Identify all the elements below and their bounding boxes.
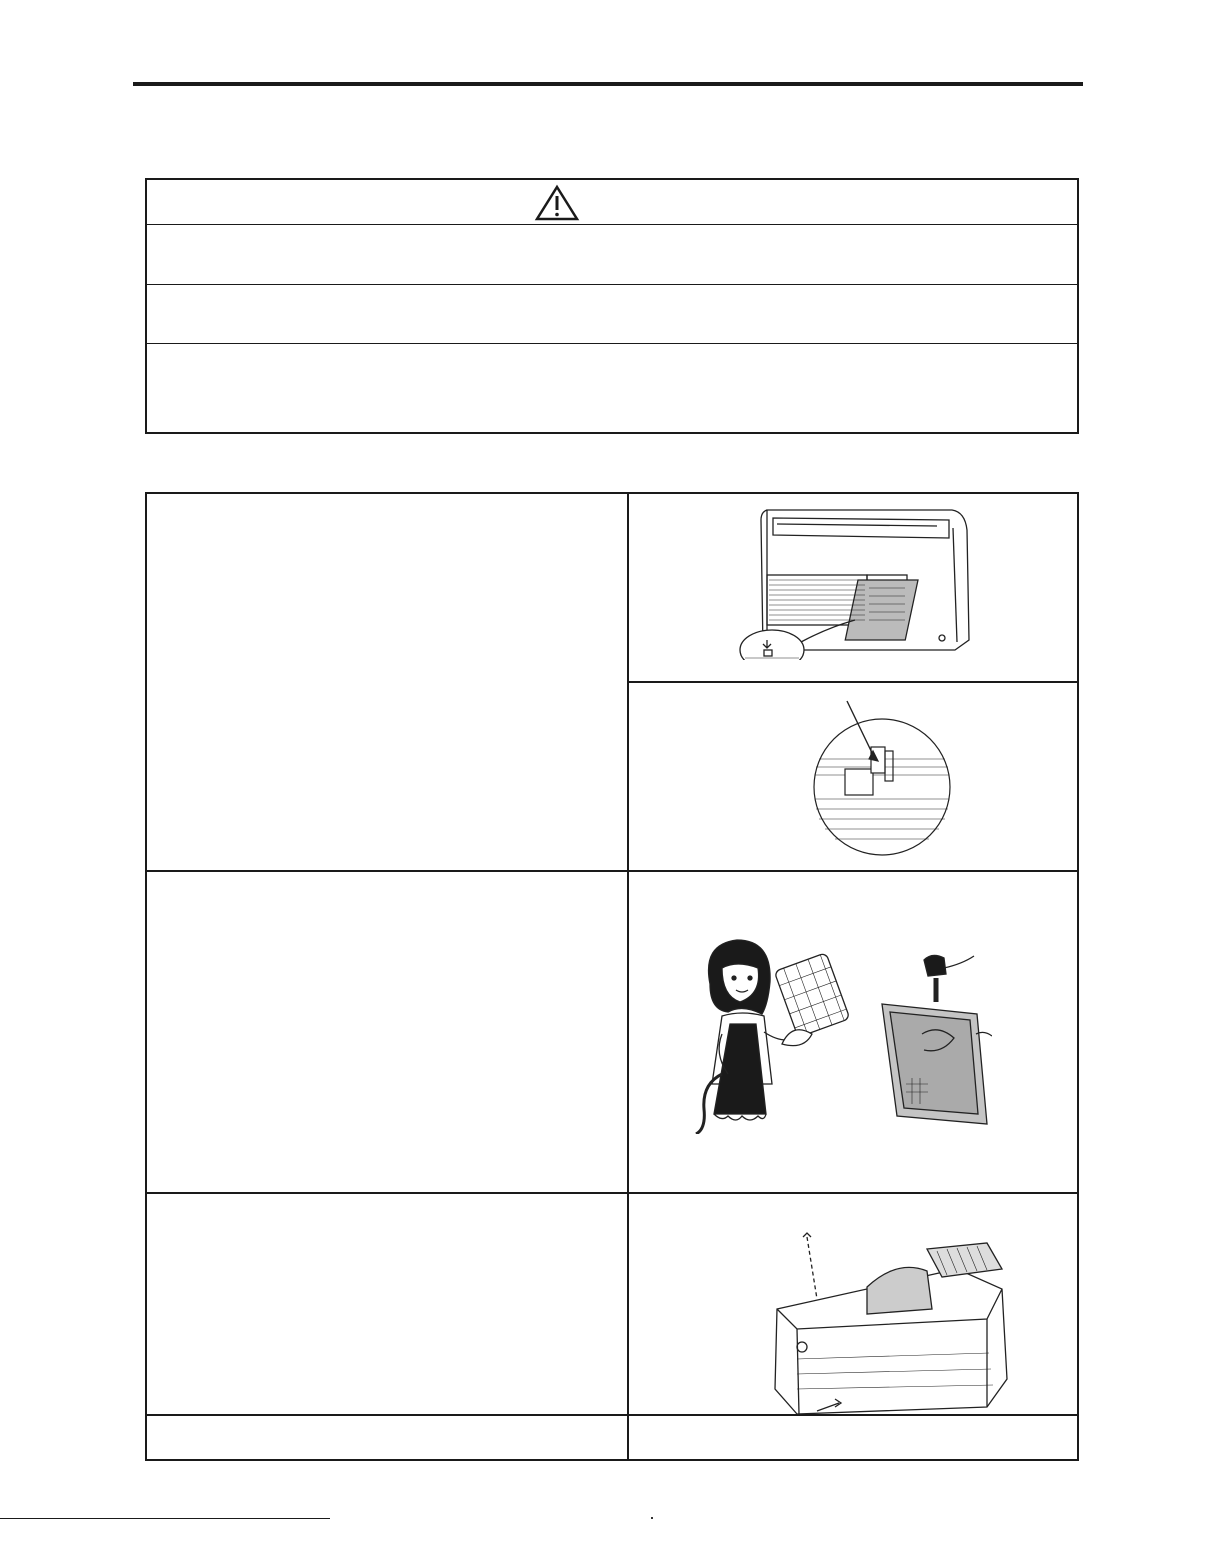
row-divider — [147, 870, 1077, 872]
warning-triangle-icon — [534, 184, 580, 222]
footer-rule — [0, 1518, 330, 1519]
warning-row-1 — [147, 224, 1077, 283]
filter-reinstall-figure — [757, 1229, 1017, 1419]
filter-cleaning-figure — [692, 934, 992, 1134]
unit-filter-removal-figure — [737, 500, 977, 660]
warning-header — [147, 180, 1077, 224]
column-divider — [627, 494, 629, 1459]
page-mark — [651, 1517, 653, 1519]
warning-box — [145, 178, 1079, 434]
warning-row-3 — [147, 343, 1077, 433]
procedure-table — [145, 492, 1079, 1461]
row-divider — [147, 1192, 1077, 1194]
row-divider — [628, 681, 1077, 683]
header-rule — [133, 82, 1083, 86]
filter-latch-detail-figure — [807, 699, 957, 859]
warning-row-2 — [147, 284, 1077, 343]
